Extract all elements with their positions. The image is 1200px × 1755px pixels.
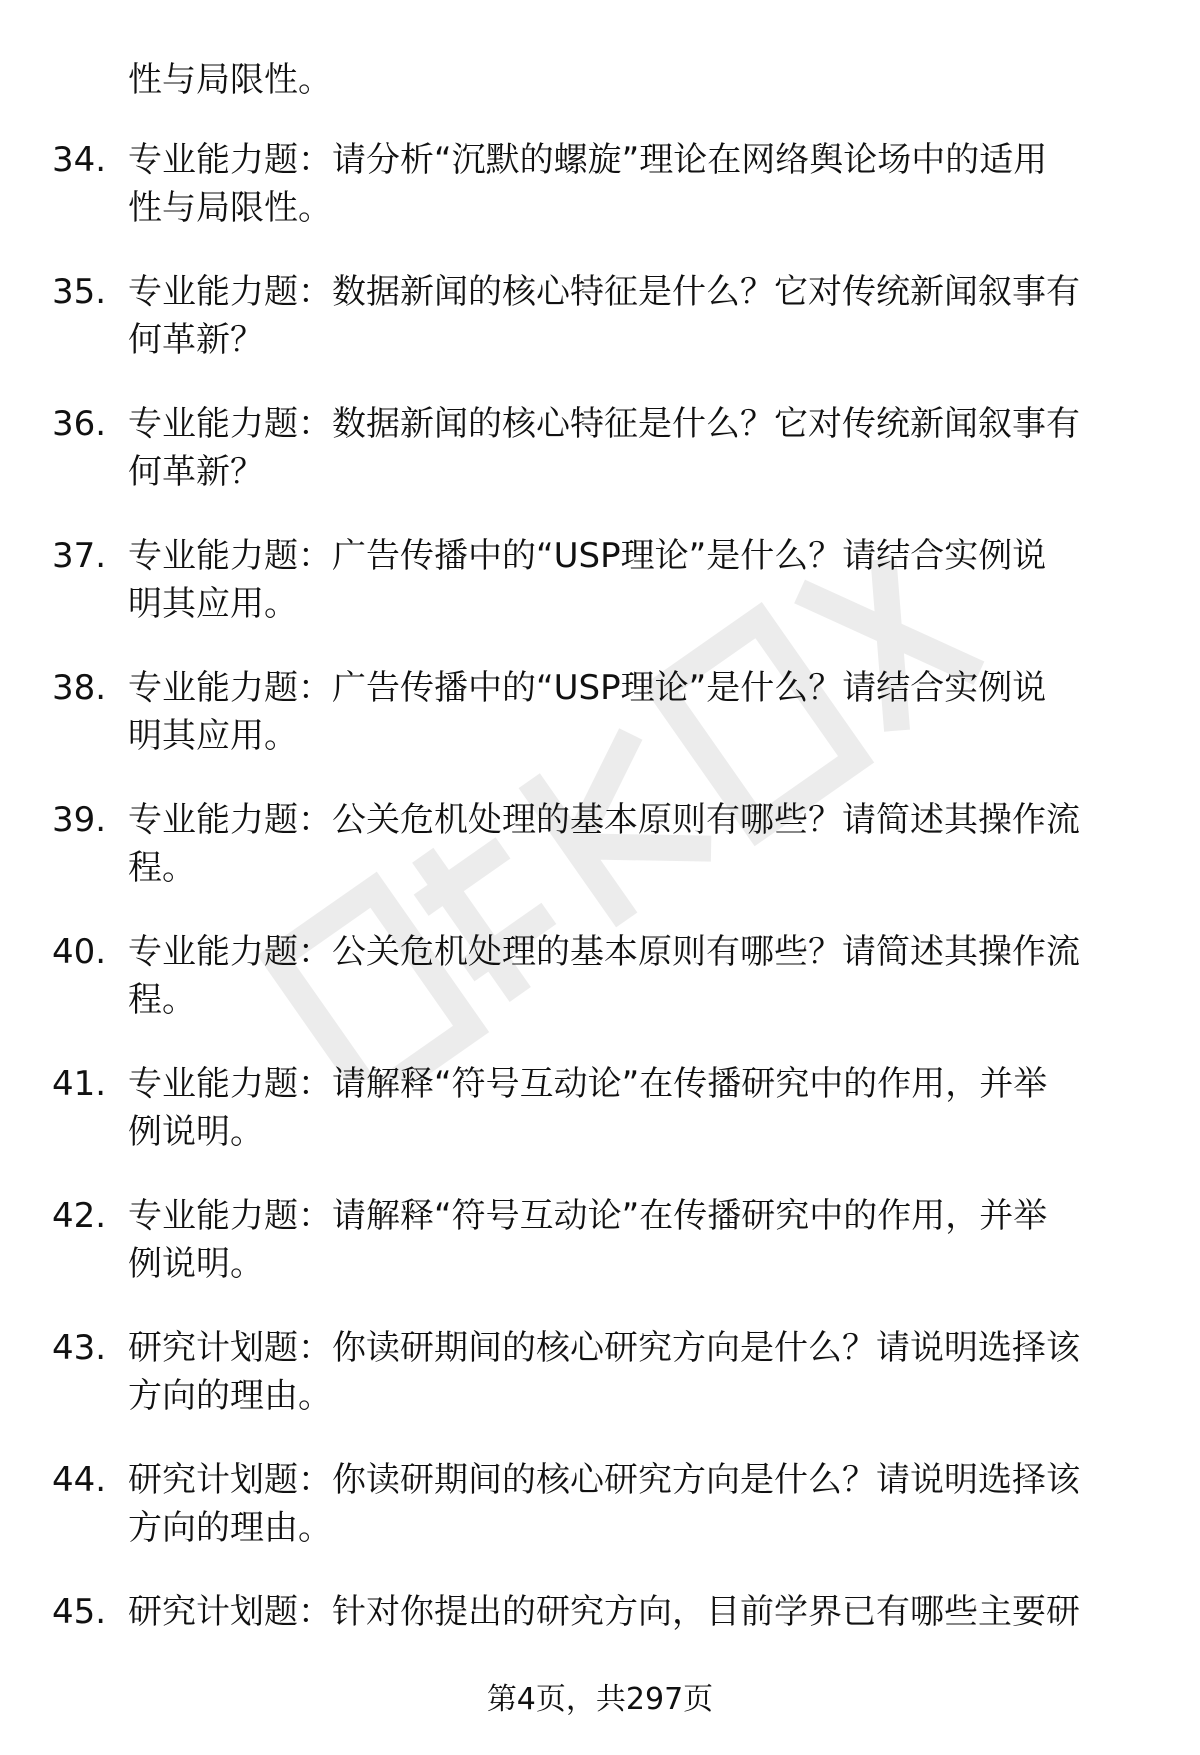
question-number: 36.	[52, 404, 107, 444]
question-text-line1: 研究计划题：你读研期间的核心研究方向是什么？请说明选择该	[128, 1460, 1080, 1500]
question-text-line2: 程。	[128, 848, 196, 888]
question-number: 37.	[52, 536, 107, 576]
question-item	[0, 136, 1200, 232]
question-text-line1: 专业能力题：广告传播中的“USP理论”是什么？请结合实例说	[128, 668, 1047, 708]
question-text-line2: 例说明。	[128, 1244, 264, 1284]
question-text-line2: 程。	[128, 980, 196, 1020]
question-text-line1: 专业能力题：广告传播中的“USP理论”是什么？请结合实例说	[128, 536, 1047, 576]
question-text-line1: 研究计划题：针对你提出的研究方向，目前学界已有哪些主要研	[128, 1592, 1080, 1632]
question-number: 43.	[52, 1328, 107, 1368]
question-text-line2: 何革新？	[128, 452, 264, 492]
question-text-line1: 专业能力题：请解释“符号互动论”在传播研究中的作用，并举	[128, 1064, 1048, 1104]
question-number: 34.	[52, 140, 107, 180]
question-item	[0, 928, 1200, 1024]
question-number: 35.	[52, 272, 107, 312]
question-text-line1: 研究计划题：你读研期间的核心研究方向是什么？请说明选择该	[128, 1328, 1080, 1368]
question-number: 38.	[52, 668, 107, 708]
question-number: 42.	[52, 1196, 107, 1236]
question-item	[0, 1324, 1200, 1420]
question-number: 40.	[52, 932, 107, 972]
question-number: 44.	[52, 1460, 107, 1500]
question-item	[0, 400, 1200, 496]
question-item	[0, 268, 1200, 364]
question-text-line2: 性与局限性。	[128, 188, 332, 228]
question-text-line2: 明其应用。	[128, 584, 298, 624]
question-item	[0, 664, 1200, 760]
question-item	[0, 1192, 1200, 1288]
question-text-line1: 专业能力题：公关危机处理的基本原则有哪些？请简述其操作流	[128, 932, 1080, 972]
question-item	[0, 1588, 1200, 1684]
page-footer: 第4页，共297页	[486, 1682, 714, 1717]
question-number: 39.	[52, 800, 107, 840]
question-item	[0, 1456, 1200, 1552]
continuation-text: 性与局限性。	[128, 60, 332, 100]
question-text-line1: 专业能力题：数据新闻的核心特征是什么？它对传统新闻叙事有	[128, 404, 1080, 444]
question-item	[0, 532, 1200, 628]
question-item	[0, 796, 1200, 892]
question-text-line1: 专业能力题：请解释“符号互动论”在传播研究中的作用，并举	[128, 1196, 1048, 1236]
question-number: 41.	[52, 1064, 107, 1104]
question-text-line2: 例说明。	[128, 1112, 264, 1152]
question-text-line1: 专业能力题：公关危机处理的基本原则有哪些？请简述其操作流	[128, 800, 1080, 840]
question-item	[0, 1060, 1200, 1156]
question-number: 45.	[52, 1592, 107, 1632]
question-text-line2: 明其应用。	[128, 716, 298, 756]
question-text-line2: 方向的理由。	[128, 1508, 332, 1548]
question-list	[0, 136, 1200, 1720]
question-text-line2: 何革新？	[128, 320, 264, 360]
question-text-line1: 专业能力题：数据新闻的核心特征是什么？它对传统新闻叙事有	[128, 272, 1080, 312]
question-text-line1: 专业能力题：请分析“沉默的螺旋”理论在网络舆论场中的适用	[128, 140, 1048, 180]
question-text-line2: 方向的理由。	[128, 1376, 332, 1416]
